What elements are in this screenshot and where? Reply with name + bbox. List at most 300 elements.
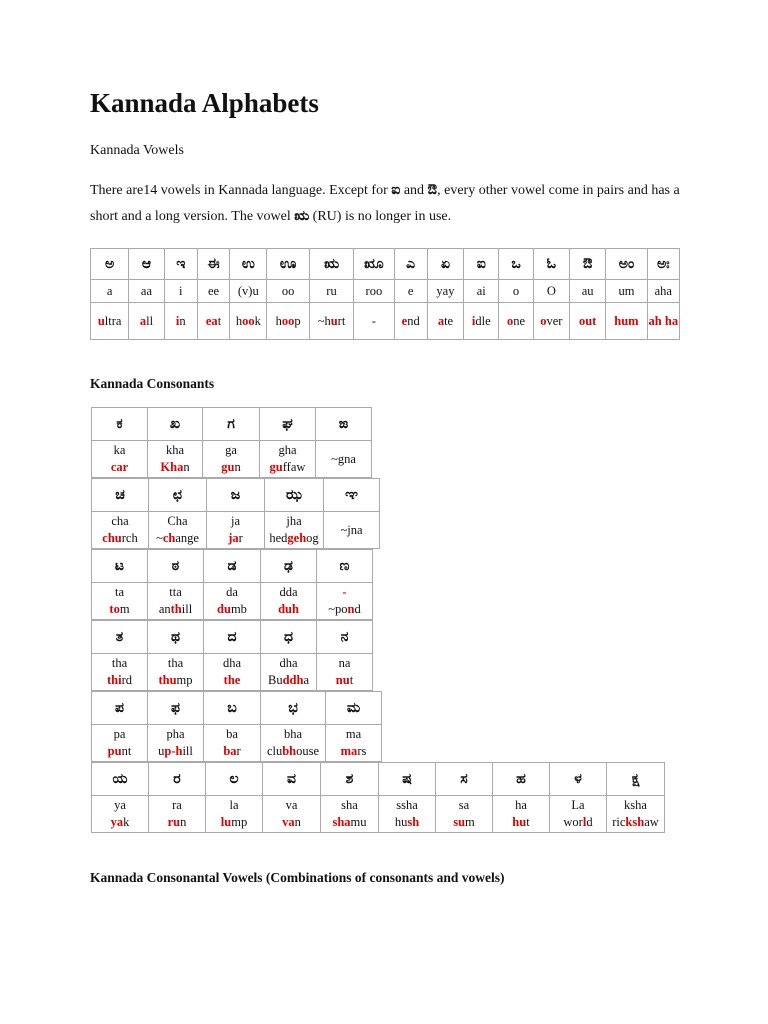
vowel-roman: O [533,280,569,303]
consonant-example [263,814,320,831]
consonant-roman: ga [225,443,237,457]
consonant-letter: ಪ [92,692,148,725]
consonant-example-cell [206,796,263,833]
consonant-example-cell [149,512,207,549]
consonant-example-cell [607,796,665,833]
consonant-example-cell [324,512,380,549]
consonant-letter: ಥ [148,621,204,654]
example-segment: m [465,815,475,829]
vowels-heading: Kannada Vowels [90,143,184,158]
example-segment: hu [394,815,408,829]
highlight-segment: ah ha [648,314,679,328]
vowel-example [309,303,353,340]
example-segment: Bu [267,673,283,687]
consonant-example-cell [148,583,204,620]
highlight-segment: ba [223,744,237,758]
example-segment: u [158,744,165,758]
highlight-segment: a [139,313,147,328]
example-segment: k [254,313,261,328]
consonant-example [92,530,148,547]
vowel-example [354,303,394,340]
example-segment: h [275,313,282,328]
consonant-table [91,620,373,691]
example-segment: hed [269,531,288,545]
consonant-example-cell [204,654,261,691]
consonant-example [92,672,147,689]
vowel-roman: i [164,280,197,303]
consonant-example [148,743,203,760]
example-segment: rch [121,531,138,545]
consonant-roman: ja [230,514,241,528]
vowel-roman: (v)u [230,280,267,303]
consonant-example-cell [265,512,324,549]
consonant-letter: ಟ [92,550,148,583]
consonant-letter: ಛ [149,479,207,512]
consonant-roman: ka [113,443,126,457]
consonant-example-cell [92,583,148,620]
vowel-example [267,303,309,340]
consonant-example [92,459,147,476]
consonant-roman: ssha [396,798,418,812]
consonant-letter: ಝ [265,479,324,512]
example-segment: clu [266,744,283,758]
example-segment: ver [546,313,563,328]
consonant-letter: ಷ [379,763,436,796]
consonant-letter: ಶ [321,763,379,796]
consonant-letter: ಘ [260,408,316,441]
consonant-example-cell [317,654,373,691]
example-segment: rt [337,313,346,328]
consonant-example [261,601,316,618]
highlight-segment: oo [242,313,255,328]
consonant-letter: ಯ [92,763,149,796]
consonant-example-cell [261,654,317,691]
consonant-example-cell [261,725,326,762]
vowel-letter: ಏ [427,249,463,280]
consonant-example-cell [148,725,204,762]
consonant-roman: ~jna [340,522,363,537]
consonant-roman: ma [345,727,362,741]
consonant-letter: ಗ [203,408,260,441]
vowel-letter: ಅಂ [606,249,647,280]
vowel-example [533,303,569,340]
example-segment: - [371,313,376,328]
example-segment: mp [231,815,248,829]
consonant-roman: ba [226,727,238,741]
highlight-segment: duh [278,602,299,616]
vowel-roman: oo [267,280,309,303]
highlight-segment: out [578,313,597,328]
example-segment: ltra [104,313,122,328]
example-segment: nt [121,744,132,758]
consonant-example-cell [326,725,382,762]
example-segment: r [238,531,243,545]
consonant-example [204,672,260,689]
vowel-letter: ಔ [569,249,605,280]
consonant-example-cell [92,796,149,833]
highlight-segment: sh [407,815,420,829]
vowel-letter: ಓ [533,249,569,280]
vowel-roman: yay [427,280,463,303]
intro-char-au: ಔ [427,183,438,198]
consonant-example [321,814,378,831]
consonant-roman: bha [283,727,303,741]
consonant-roman: ta [114,585,125,599]
vowel-example [499,303,533,340]
vowel-roman: um [606,280,647,303]
consonant-example-cell [316,441,372,478]
consonant-letter: ಜ [207,479,265,512]
consonant-example-cell [493,796,550,833]
highlight-segment: n [347,602,355,616]
consonant-roman: La [571,798,585,812]
example-segment: n [294,815,301,829]
highlight-segment: gu [269,460,283,474]
highlight-segment: hu [512,815,527,829]
vowel-letter: ಆ [129,249,164,280]
highlight-segment: thu [158,673,177,687]
highlight-segment: o [540,313,547,328]
consonant-roman: dha [222,656,242,670]
highlight-segment: e [401,313,408,328]
highlight-segment: a [437,313,445,328]
vowel-roman: aa [129,280,164,303]
consonant-roman: sa [458,798,470,812]
consonant-roman: ksha [624,798,647,812]
vowel-letter: ಅ [91,249,129,280]
example-segment: t [526,815,530,829]
vowel-example [427,303,463,340]
consonant-example [379,814,435,831]
intro-text-4: (RU) is no longer in use. [309,209,452,224]
highlight-segment: u [330,313,338,328]
example-segment: d [354,602,361,616]
consonant-letter: ಬ [204,692,261,725]
example-segment: r [236,744,241,758]
consonant-roman: tha [111,656,128,670]
consonant-example-cell [92,441,148,478]
vowel-roman: ai [464,280,499,303]
consonant-example [149,530,206,547]
consonant-table [91,762,665,833]
consonant-example [260,459,315,476]
example-segment: t [217,313,222,328]
consonant-example [317,672,372,689]
highlight-segment: ea [205,313,218,328]
example-segment: te [444,313,454,328]
example-segment: a [303,673,309,687]
highlight-segment: thi [106,673,122,687]
consonant-roman: tta [169,585,182,599]
example-segment: nd [407,313,420,328]
consonant-letter: ಖ [148,408,203,441]
consonant-example [261,672,316,689]
consonant-letter: ಙ [316,408,372,441]
consonant-roman: tha [167,656,184,670]
highlight-segment: i [471,313,476,328]
consonant-example-cell [92,725,148,762]
vowel-letter: ೠ [354,249,394,280]
vowel-example [647,303,679,340]
example-segment: h [235,313,243,328]
vowel-letter: ಅಃ [647,249,679,280]
consonant-letter: ಣ [317,550,373,583]
consonant-example-cell [204,725,261,762]
vowel-letter: ಇ [164,249,197,280]
highlight-segment: bh [282,744,297,758]
consonant-letter: ರ [149,763,206,796]
consonant-roman: kha [165,443,185,457]
example-segment: wor [563,815,583,829]
consonant-letter: ಭ [261,692,326,725]
consonant-example-cell [203,441,260,478]
example-segment: rs [357,744,367,758]
consonant-letter: ಚ [92,479,149,512]
consonant-letter: ಠ [148,550,204,583]
highlight-segment: du [217,602,231,616]
consonant-example-cell [148,441,203,478]
consonant-table [91,691,382,762]
highlight-segment: car [110,460,129,474]
consonant-roman: la [229,798,239,812]
vowel-letter: ಒ [499,249,533,280]
highlight-segment: gu [221,460,235,474]
vowel-example [91,303,129,340]
consonant-example-cell [317,583,373,620]
vowel-example [569,303,605,340]
example-segment: mp [176,673,193,687]
highlight-segment: ch [162,531,176,545]
consonant-example-cell [263,796,321,833]
consonant-example [265,530,323,547]
highlight-segment: l [582,815,587,829]
vowel-letter: ಐ [464,249,499,280]
consonant-letter: ಹ [493,763,550,796]
consonant-table [91,549,373,620]
consonants-heading: Kannada Consonants [90,376,215,391]
vowel-example [164,303,197,340]
consonant-letter: ಮ [326,692,382,725]
example-segment: aw [644,815,659,829]
consonant-letter: ಢ [261,550,317,583]
consonant-letter: ಡ [204,550,261,583]
intro-text-1: There are14 vowels in Kannada language. Except for [90,183,392,198]
vowel-example [394,303,427,340]
consonant-roman: ~gna [331,451,356,466]
vowel-roman: aha [647,280,679,303]
consonant-letter: ದ [204,621,261,654]
consonant-example-cell [92,654,148,691]
example-segment: ~h [317,313,331,328]
consonant-roman: jha [286,514,302,528]
consonant-example [204,743,260,760]
consonant-example [148,601,203,618]
consonant-roman: pha [166,727,185,741]
consonant-example [436,814,492,831]
consonant-roman: dda [279,585,298,599]
highlight-segment: Kha [160,460,184,474]
example-segment: m [119,602,130,616]
example-segment: ~po [328,602,348,616]
highlight-segment: ya [110,815,124,829]
vowel-letter: ಎ [394,249,427,280]
consonant-roman: Cha [167,514,188,528]
consonant-roman: gha [278,443,297,457]
example-segment: rd [121,673,132,687]
intro-text-3: , every other vowel come in pairs and has a short and a long version. The vowel [90,183,680,224]
consonant-letter: ತ [92,621,148,654]
example-segment: ffaw [282,460,306,474]
consonant-letter: ಸ [436,763,493,796]
example-segment: k [123,815,130,829]
highlight-segment: p-h [164,744,183,758]
example-segment: mu [350,815,367,829]
consonant-letter: ಳ [550,763,607,796]
consonant-example [92,601,147,618]
example-segment: n [179,313,186,328]
consonant-example [204,601,260,618]
example-segment: dle [475,313,491,328]
highlight-segment: th [170,602,182,616]
consonant-letter: ಕ್ಷ [607,763,665,796]
vowel-roman: au [569,280,605,303]
vowel-letter: ಋ [309,249,353,280]
consonant-example [92,814,148,831]
consonant-example [148,672,203,689]
example-segment: ll [146,313,154,328]
example-segment: og [306,531,319,545]
consonant-example-cell [436,796,493,833]
highlight-segment: sha [332,815,351,829]
highlight-segment: chu [102,531,122,545]
consonant-example-cell [321,796,379,833]
highlight-segment: geh [287,531,307,545]
consonant-example [317,601,372,618]
consonant-example-cell [550,796,607,833]
example-segment: n [183,460,190,474]
vowel-example [197,303,229,340]
consonant-roman: da [226,585,238,599]
vowel-roman: ru [309,280,353,303]
example-segment: n [234,460,241,474]
highlight-segment: va [282,815,295,829]
example-segment: an [158,602,171,616]
consonant-letter: ಕ [92,408,148,441]
example-segment: ouse [296,744,320,758]
consonant-roman: va [285,798,298,812]
vowel-roman: o [499,280,533,303]
intro-paragraph [90,178,690,230]
consonant-roman: na [338,656,351,670]
consonant-example-cell [148,654,204,691]
vowels-table [90,248,680,340]
consonantal-vowels-heading: Kannada Consonantal Vowels (Combinations of consonants and vowels) [90,870,505,885]
consonant-roman: ra [172,798,182,812]
example-segment: ric [612,815,626,829]
example-segment: ne [513,313,526,328]
example-segment: ~ [156,531,163,545]
consonant-example [92,743,147,760]
example-segment: ill [181,602,193,616]
consonant-example [326,743,381,760]
highlight-segment: ksh [625,815,645,829]
consonant-example-cell [379,796,436,833]
consonant-example-cell [207,512,265,549]
consonant-letter: ನ [317,621,373,654]
consonant-table [91,407,372,478]
consonant-example [149,814,205,831]
vowel-example [464,303,499,340]
vowel-roman: ee [197,280,229,303]
consonant-roman: ya [114,798,126,812]
example-segment: ange [175,531,199,545]
consonant-example [207,530,264,547]
highlight-segment: pu [107,744,122,758]
consonant-roman: - [342,585,347,599]
highlight-segment: ru [167,815,181,829]
example-segment: p [294,313,301,328]
consonant-roman: ha [515,798,527,812]
example-segment: d [586,815,593,829]
consonant-example [261,743,325,760]
vowel-example [230,303,267,340]
consonant-example [607,814,664,831]
consonant-roman: cha [111,514,129,528]
vowel-example [129,303,164,340]
consonant-letter: ಫ [148,692,204,725]
vowel-letter: ಈ [197,249,229,280]
highlight-segment: o [507,313,514,328]
highlight-segment: su [453,815,466,829]
highlight-segment: i [175,313,180,328]
consonant-roman: pa [113,727,126,741]
vowel-roman: roo [354,280,394,303]
example-segment: mb [230,602,247,616]
consonant-letter: ಧ [261,621,317,654]
consonant-example [148,459,202,476]
intro-text-2: and [400,183,428,198]
highlight-segment: ddh [282,673,304,687]
highlight-segment: the [223,673,241,687]
consonant-example [206,814,262,831]
page-title: Kannada Alphabets [90,88,319,118]
vowel-letter: ಊ [267,249,309,280]
example-segment: ill [182,744,193,758]
highlight-segment: oo [281,313,295,328]
consonant-table [91,478,380,549]
highlight-segment: ma [340,744,358,758]
vowel-example [606,303,647,340]
example-segment: n [180,815,187,829]
highlight-segment: hum [614,313,639,328]
highlight-segment: to [109,602,120,616]
highlight-segment: lu [220,815,232,829]
consonant-example [203,459,259,476]
intro-char-ru: ಋ [294,209,310,224]
vowel-roman: e [394,280,427,303]
consonant-letter: ಲ [206,763,263,796]
highlight-segment: u [97,313,105,328]
vowel-letter: ಉ [230,249,267,280]
highlight-segment: nu [335,673,350,687]
consonant-roman: sha [341,798,358,812]
consonant-example-cell [204,583,261,620]
consonant-example [550,814,606,831]
vowel-roman: a [91,280,129,303]
consonant-letter: ಞ [324,479,380,512]
consonant-example-cell [92,512,149,549]
consonant-example [493,814,549,831]
